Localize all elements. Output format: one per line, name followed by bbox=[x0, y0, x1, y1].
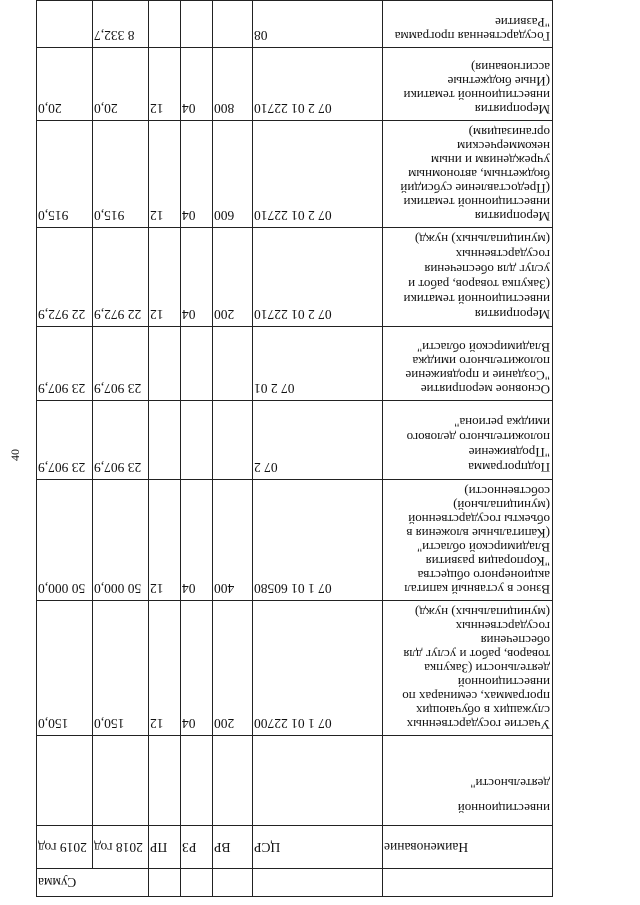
cell-vr bbox=[213, 601, 253, 736]
cell-vr bbox=[213, 480, 253, 601]
cell-y2019 bbox=[37, 47, 93, 120]
cell-text: 04 bbox=[182, 306, 196, 322]
cell-y2018 bbox=[93, 47, 149, 120]
cell-pr bbox=[149, 736, 181, 826]
cell-text: 12 bbox=[150, 716, 164, 732]
cell-pr bbox=[149, 227, 181, 326]
cell-pr bbox=[149, 1, 181, 48]
cell-text: 800 bbox=[214, 100, 235, 116]
cell-text: Участие государственных служащих в обучающих программах, семинарах по инвестиционной деятельности (Закупка товаров, работ и услуг для обеспечения государственных (муниципальных) нужд) bbox=[402, 605, 550, 733]
cell-text: 50 000,0 bbox=[38, 581, 86, 597]
cell-text: Мероприятия инвестиционной тематики (Иные бюджетные ассигнования) bbox=[403, 59, 550, 117]
cell-y2018 bbox=[93, 480, 149, 601]
spacer-cell bbox=[181, 868, 213, 896]
cell-y2018 bbox=[93, 1, 149, 48]
cell-pr bbox=[149, 326, 181, 400]
cell-text: 22 972,9 bbox=[94, 306, 142, 322]
cell-y2019 bbox=[37, 1, 93, 48]
cell-text: 20,0 bbox=[38, 100, 62, 116]
cell-rz bbox=[181, 480, 213, 601]
cell-text: 600 bbox=[214, 207, 235, 223]
sum-header-label: Сумма bbox=[38, 875, 77, 891]
cell-text: 400 bbox=[214, 581, 235, 597]
cell-vr bbox=[213, 736, 253, 826]
header-pr bbox=[149, 826, 181, 869]
header-y2019-label: 2019 год bbox=[38, 839, 87, 855]
cell-text: 50 000,0 bbox=[94, 581, 142, 597]
field-row-name bbox=[383, 1, 553, 897]
cell-text: 04 bbox=[182, 581, 196, 597]
cell-name bbox=[383, 120, 553, 227]
cell-text: 07 2 01 22710 bbox=[254, 207, 332, 223]
cell-pr bbox=[149, 401, 181, 480]
cell-text: 200 bbox=[214, 716, 235, 732]
cell-text: 07 2 01 bbox=[254, 381, 295, 397]
cell-text: 22 972,9 bbox=[38, 306, 86, 322]
cell-y2019 bbox=[37, 120, 93, 227]
cell-vr bbox=[213, 1, 253, 48]
cell-csr bbox=[253, 227, 383, 326]
cell-csr bbox=[253, 120, 383, 227]
cell-rz bbox=[181, 326, 213, 400]
cell-text: 04 bbox=[182, 100, 196, 116]
cell-y2018 bbox=[93, 120, 149, 227]
field-row-y2019 bbox=[37, 1, 93, 897]
cell-rz bbox=[181, 227, 213, 326]
cell-name bbox=[383, 736, 553, 826]
cell-rz bbox=[181, 1, 213, 48]
field-row-y2018 bbox=[93, 1, 149, 897]
cell-name bbox=[383, 47, 553, 120]
cell-csr bbox=[253, 401, 383, 480]
cell-text: 07 2 bbox=[254, 460, 278, 476]
cell-name bbox=[383, 480, 553, 601]
cell-csr bbox=[253, 1, 383, 48]
cell-y2019 bbox=[37, 736, 93, 826]
cell-y2019 bbox=[37, 480, 93, 601]
cell-text: 04 bbox=[182, 207, 196, 223]
cell-y2018 bbox=[93, 401, 149, 480]
sum-header bbox=[37, 868, 149, 896]
header-name bbox=[383, 826, 553, 869]
header-pr-label: ПР bbox=[150, 839, 168, 855]
cell-name bbox=[383, 1, 553, 48]
spacer-cell bbox=[253, 868, 383, 896]
header-rz bbox=[181, 826, 213, 869]
cell-text: 12 bbox=[150, 207, 164, 223]
header-name-label: Наименование bbox=[384, 839, 469, 855]
cell-y2018 bbox=[93, 326, 149, 400]
cell-text: 23 907,9 bbox=[38, 381, 86, 397]
cell-y2018 bbox=[93, 601, 149, 736]
header-y2018 bbox=[93, 826, 149, 869]
cell-rz bbox=[181, 401, 213, 480]
cell-text: 20,0 bbox=[94, 100, 118, 116]
cell-text: Основное мероприятие "Создание и продвижение положительного имиджа Владимирской области" bbox=[405, 340, 550, 398]
cell-text: 07 1 01 60580 bbox=[254, 581, 332, 597]
cell-text: Мероприятия инвестиционной тематики (Предоставление субсидий бюджетным, автономным учреждениям и иным некоммерческим организациям) bbox=[400, 124, 550, 224]
cell-pr bbox=[149, 480, 181, 601]
cell-csr bbox=[253, 326, 383, 400]
cell-vr bbox=[213, 326, 253, 400]
cell-text: Взнос в уставный капитал акционерного общества "Корпорация развития Владимирской области" (Капитальные вложения в объекты государственной (муниципальной) собственности) bbox=[404, 484, 550, 598]
cell-rz bbox=[181, 601, 213, 736]
header-y2018-label: 2018 год bbox=[94, 839, 143, 855]
header-csr bbox=[253, 826, 383, 869]
cell-csr bbox=[253, 601, 383, 736]
field-row-csr bbox=[253, 1, 383, 897]
cell-text: 12 bbox=[150, 306, 164, 322]
cell-y2018 bbox=[93, 736, 149, 826]
cell-text: 23 907,9 bbox=[94, 381, 142, 397]
cell-text: 150,0 bbox=[94, 716, 125, 732]
header-vr bbox=[213, 826, 253, 869]
cell-y2019 bbox=[37, 401, 93, 480]
cell-text: 04 bbox=[182, 716, 196, 732]
cell-text: 12 bbox=[150, 581, 164, 597]
spacer-cell bbox=[213, 868, 253, 896]
cell-text: 07 2 01 22710 bbox=[254, 100, 332, 116]
cell-text: 915,0 bbox=[38, 207, 69, 223]
header-vr-label: ВР bbox=[214, 839, 231, 855]
cell-name bbox=[383, 401, 553, 480]
spacer-cell bbox=[149, 868, 181, 896]
cell-text: Мероприятия инвестиционной тематики (Закупка товаров, работ и услуг для обеспечения государственных (муниципальных) нужд) bbox=[403, 231, 550, 322]
cell-text: инвестиционной деятельности" bbox=[457, 776, 550, 816]
cell-text: 07 1 01 22700 bbox=[254, 716, 332, 732]
cell-y2019 bbox=[37, 326, 93, 400]
cell-text: 8 332,7 bbox=[94, 27, 135, 43]
field-row-rz bbox=[181, 1, 213, 897]
cell-vr bbox=[213, 227, 253, 326]
cell-text: Подпрограмма "Продвижение положительного делового имиджа региона" bbox=[406, 415, 550, 476]
cell-y2019 bbox=[37, 227, 93, 326]
header-rz-label: РЗ bbox=[182, 839, 197, 855]
cell-text: 150,0 bbox=[38, 716, 69, 732]
cell-name bbox=[383, 601, 553, 736]
cell-vr bbox=[213, 120, 253, 227]
cell-csr bbox=[253, 736, 383, 826]
cell-pr bbox=[149, 601, 181, 736]
cell-text: 915,0 bbox=[94, 207, 125, 223]
cell-y2019 bbox=[37, 601, 93, 736]
cell-name bbox=[383, 227, 553, 326]
cell-vr bbox=[213, 401, 253, 480]
cell-vr bbox=[213, 47, 253, 120]
cell-text: 12 bbox=[150, 100, 164, 116]
budget-table bbox=[36, 0, 553, 897]
cell-rz bbox=[181, 47, 213, 120]
cell-csr bbox=[253, 47, 383, 120]
cell-text: 23 907,9 bbox=[94, 460, 142, 476]
header-y2019 bbox=[37, 826, 93, 869]
field-row-vr bbox=[213, 1, 253, 897]
cell-rz bbox=[181, 736, 213, 826]
cell-pr bbox=[149, 47, 181, 120]
cell-text: 08 bbox=[254, 27, 268, 43]
cell-text: 07 2 01 22710 bbox=[254, 306, 332, 322]
cell-csr bbox=[253, 480, 383, 601]
cell-y2018 bbox=[93, 227, 149, 326]
field-row-pr bbox=[149, 1, 181, 897]
cell-name bbox=[383, 326, 553, 400]
header-csr-label: ЦСР bbox=[254, 839, 281, 855]
cell-text: 200 bbox=[214, 306, 235, 322]
cell-text: Государственная программа "Развитие bbox=[394, 14, 550, 44]
cell-text: 23 907,9 bbox=[38, 460, 86, 476]
cell-pr bbox=[149, 120, 181, 227]
page-number: 40 bbox=[8, 449, 22, 461]
spacer-cell bbox=[383, 868, 553, 896]
cell-rz bbox=[181, 120, 213, 227]
